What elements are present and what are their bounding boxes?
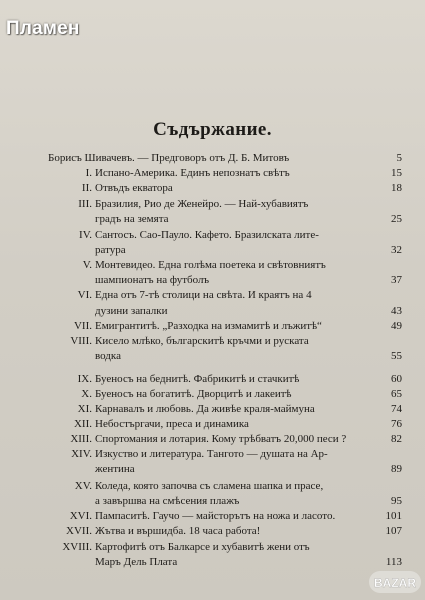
- toc-entry-title: Една отъ 7-тѣ столици на свѣта. И краятъ на 4: [95, 289, 312, 301]
- toc-entry-title-cont: водка: [95, 350, 121, 362]
- toc-entry-number: V.: [82, 259, 92, 271]
- toc-entry-number: VI.: [77, 289, 92, 301]
- seller-watermark: Пламен: [6, 18, 80, 39]
- table-of-contents: [0, 151, 425, 571]
- toc-entry-page: 89: [391, 463, 402, 475]
- toc-entry-title: Буеносъ на богатитѣ. Дворцитѣ и лакеитѣ: [95, 388, 292, 400]
- toc-entry: [0, 319, 425, 334]
- toc-entry: [0, 402, 425, 417]
- toc-entry-page: 76: [391, 418, 402, 430]
- toc-entry-page: 74: [391, 403, 402, 415]
- toc-entry: [0, 509, 425, 524]
- toc-entry-number: XVIII.: [62, 541, 92, 553]
- toc-entry-title: Испано-Америка. Единъ непознатъ свѣтъ: [95, 167, 290, 179]
- bazar-logo: [368, 568, 422, 596]
- toc-entry: [0, 447, 425, 462]
- toc-entry-title: Изкуство и литература. Тангото — душата на Ар-: [95, 448, 328, 460]
- toc-entry: [0, 432, 425, 447]
- toc-entry-continuation: [0, 273, 425, 288]
- toc-entry-page: 113: [385, 556, 402, 568]
- toc-entry-page: 43: [391, 305, 402, 317]
- toc-entry: [0, 258, 425, 273]
- toc-entry-page: 25: [391, 213, 402, 225]
- toc-entry-page: 18: [391, 182, 402, 194]
- toc-entry: [0, 334, 425, 349]
- toc-entry: [0, 387, 425, 402]
- toc-entry-title: Отвъдъ екватора: [95, 182, 173, 194]
- toc-entry: [0, 181, 425, 196]
- toc-entry-title-cont: ратура: [95, 244, 126, 256]
- toc-entry-page: 55: [391, 350, 402, 362]
- toc-entry-title-cont: Маръ Дель Плата: [95, 556, 178, 568]
- toc-entry-title: Карнавалъ и любовь. Да живѣе краля-маймуна: [95, 403, 315, 415]
- toc-entry-number: XVII.: [66, 525, 92, 537]
- toc-entry-continuation: [0, 243, 425, 258]
- toc-entry-title-cont: шампионатъ на футболъ: [95, 274, 210, 286]
- toc-entry-title: Картофитѣ отъ Балкарсе и хубавитѣ жени отъ: [95, 541, 310, 553]
- toc-entry-number: X.: [81, 388, 92, 400]
- toc-entry: [0, 372, 425, 387]
- toc-entry-number: II.: [81, 182, 92, 194]
- toc-entry-page: 95: [391, 495, 402, 507]
- toc-entry-page: 32: [391, 244, 402, 256]
- toc-entry-page: 65: [391, 388, 402, 400]
- toc-entry: [0, 540, 425, 555]
- toc-entry-page: 49: [391, 320, 402, 332]
- toc-entry-number: VII.: [73, 320, 92, 332]
- toc-entry: [0, 479, 425, 494]
- toc-entry: [0, 417, 425, 432]
- toc-entry-title: Спортомания и лотария. Кому трѣбватъ 20,000 песи ?: [95, 433, 347, 445]
- toc-entry: [0, 197, 425, 212]
- toc-entry-title: Сантосъ. Сао-Пауло. Кафето. Бразилската лите-: [95, 229, 319, 241]
- toc-entry-page: 37: [391, 274, 402, 286]
- toc-entry-title: Небостъргачи, преса и динамика: [95, 418, 249, 430]
- toc-entry-page: 82: [391, 433, 402, 445]
- toc-entry-page: 5: [396, 152, 402, 164]
- toc-entry-title: Кисело млѣко, българскитѣ кръчми и руската: [95, 335, 309, 347]
- toc-entry-number: III.: [78, 198, 92, 210]
- toc-entry-continuation: [0, 555, 425, 570]
- toc-entry: [0, 524, 425, 539]
- toc-entry-number: I.: [85, 167, 92, 179]
- toc-entry-number: IV.: [79, 229, 92, 241]
- toc-entry-continuation: [0, 462, 425, 477]
- toc-entry-title-cont: жентина: [95, 463, 135, 475]
- toc-entry-title: Емигрантитѣ. „Разходка на измамитѣ и лъжитѣ“: [95, 320, 322, 332]
- toc-entry-title: Жътва и вършидба. 18 часа работа!: [95, 525, 261, 537]
- toc-entry-number: XV.: [74, 480, 92, 492]
- toc-entry-title: Коледа, която започва съ сламена шапка и прасе,: [95, 480, 324, 492]
- toc-entry-number: XVI.: [69, 510, 92, 522]
- bazar-logo-text: BAZAR: [374, 576, 416, 590]
- page-title: Съдържание.: [153, 119, 272, 140]
- toc-entry-page: 107: [385, 525, 402, 537]
- toc-entry-number: XIII.: [70, 433, 92, 445]
- toc-entry-page: 101: [385, 510, 402, 522]
- toc-entry-title-cont: дузини запалки: [95, 305, 168, 317]
- toc-entry-title-cont: градъ на земята: [95, 213, 169, 225]
- toc-entry-page: 60: [391, 373, 402, 385]
- toc-entry: [0, 228, 425, 243]
- toc-entry: [0, 151, 425, 166]
- toc-entry-continuation: [0, 304, 425, 319]
- toc-entry: [0, 288, 425, 303]
- toc-entry-title: Бразилия, Рио де Женейро. — Най-хубавиятъ: [95, 198, 309, 210]
- toc-entry-number: XI.: [77, 403, 92, 415]
- toc-entry-continuation: [0, 494, 425, 509]
- toc-entry-continuation: [0, 349, 425, 364]
- toc-entry-title: Буеносъ на беднитѣ. Фабрикитѣ и стачкитѣ: [95, 373, 300, 385]
- toc-entry: [0, 166, 425, 181]
- toc-entry-number: XIV.: [71, 448, 92, 460]
- toc-entry-title: Пампаситѣ. Гаучо — майсторътъ на ножа и ласото.: [95, 510, 336, 522]
- toc-entry-number: XII.: [73, 418, 92, 430]
- toc-entry-title: Борисъ Шивачевъ. — Предговоръ отъ Д. Б. Митовъ: [48, 152, 290, 164]
- toc-entry-number: VIII.: [70, 335, 92, 347]
- toc-entry-number: IX.: [77, 373, 92, 385]
- toc-entry-title: Монтевидео. Една голѣма поетека и свѣтовниятъ: [95, 259, 326, 271]
- toc-entry-title-cont: а завършва на смѣсения плажъ: [95, 495, 240, 507]
- toc-entry-continuation: [0, 212, 425, 227]
- toc-entry-page: 15: [391, 167, 402, 179]
